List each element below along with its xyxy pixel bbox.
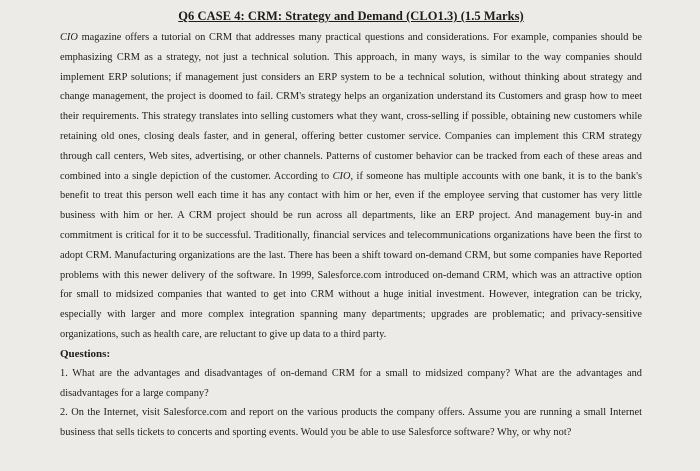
magazine-name: CIO — [60, 32, 78, 43]
questions-heading: Questions: — [60, 347, 111, 360]
question-1: 1. What are the advantages and disadvantages of on-demand CRM for a small to midsized company? What are the advantages and disadvantages for a large company? — [60, 367, 642, 399]
passage-part-1: magazine offers a tutorial on CRM that addresses many practical questions and considerations. For example, companies should be emphasizing CRM as a strategy, not just a technical solution. This approach, in many ways, is similar to the way companies should implement ERP solutions; if management just considers an ERP system to be a technical solution, without thinking about strategy and change management, the project is doomed to fail. CRM's strategy helps an organization understand its Customers and grasp how to meet their requirements. This strategy translates into selling customers what they want, cross-selling if possible, obtaining new customers while retaining old ones, closing deals faster, and in general, offering better customer service. Companies can implement this CRM strategy through call centers, Web sites, advertising, or other channels. Patterns of customer behavior can be tracked from each of these areas and combined into a single depiction of the customer. According to — [60, 32, 642, 182]
passage-part-2: , if someone has multiple accounts with one bank, it is to the bank's benefit to treat this person well each time it has any contact with him or her, even if the employee serving that customer has very little business with him or her. A CRM project should be run across all departments, like an ERP project. And management buy-in and commitment is critical for it to be successful. Traditionally, financial services and telecommunications organizations have been the first to adopt CRM. Manufacturing organizations are the last. There has been a shift toward on-demand CRM, but some companies have Reported problems with this newer delivery of the software. In 1999, Salesforce.com introduced on-demand CRM, which was an attractive option for small to midsized companies that wanted to get into CRM without a huge initial investment. However, integration can be tricky, especially with larger and more complex integration spanning many departments; upgrades are problematic; and privacy-sensitive organizations, such as health care, are reluctant to give up data to a third party. — [60, 170, 642, 340]
magazine-name-2: CIO — [332, 170, 351, 182]
case-title: Q6 CASE 4: CRM: Strategy and Demand (CLO1.3) (1.5 Marks) — [178, 9, 524, 23]
case-passage — [60, 28, 642, 345]
question-2: 2. On the Internet, visit Salesforce.com and report on the various products the company offers. Assume you are running a small Internet business that sells tickets to concerts and sporting events. Would you be able to use Salesforce software? Why, or why not? — [60, 407, 642, 439]
